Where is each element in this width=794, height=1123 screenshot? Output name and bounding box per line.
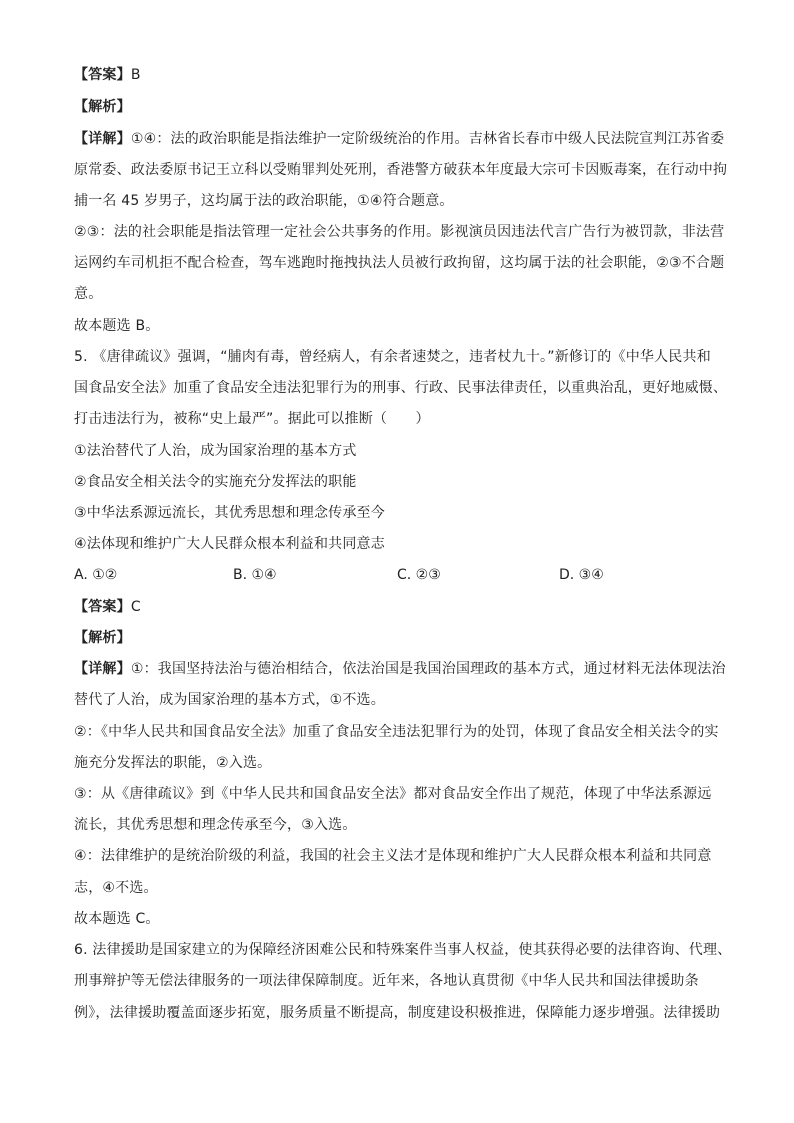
- q5-detail-line-7: ④：法律维护的是统治阶级的利益，我国的社会主义法才是体现和维护广大人民群众根本利益和共同意: [74, 848, 712, 864]
- q5-detail-line-6: 流长，其优秀思想和理念传承至今，③入选。: [74, 817, 357, 833]
- q5-detail-line-8: 志，④不选。: [74, 880, 158, 896]
- answer-value: C: [130, 599, 141, 615]
- answer-label: 【答案】: [74, 67, 131, 83]
- answer-value: B: [130, 67, 141, 83]
- q5-stem-line-2: 国食品安全法》加重了食品安全违法犯罪行为的刑事、行政、民事法律责任，以重典治乱，更好地威慑、: [74, 380, 728, 396]
- q5-conclusion: 故本题选 C。: [74, 911, 160, 927]
- q5-answer: [74, 597, 141, 617]
- q4-conclusion: 故本题选 B。: [74, 318, 160, 334]
- q5-option-d: D. ③④: [559, 567, 604, 583]
- q6-stem-line-2: 刑事辩护等无偿法律服务的一项法律保障制度。近年来，各地认真贯彻《中华人民共和国法律援助条: [74, 973, 699, 989]
- q6-stem-line-3: 例》，法律援助覆盖面逐步拓宽，服务质量不断提高，制度建设积极推进，保障能力逐步增强。法律援助: [74, 1005, 721, 1021]
- q4-detail-line-2: 原常委、政法委原书记王立科以受贿罪判处死刑，香港警方破获本年度最大宗可卡因贩毒案，在行动中拘: [74, 162, 728, 178]
- answer-label: 【答案】: [74, 599, 131, 615]
- q4-detail-line-3: 捕一名 45 岁男子，这均属于法的政治职能，①④符合题意。: [74, 193, 454, 209]
- q5-option-c: C. ②③: [397, 567, 441, 583]
- q4-answer: [74, 65, 141, 85]
- q5-statement-1: ①法治替代了人治，成为国家治理的基本方式: [74, 443, 357, 459]
- q5-stem-line-3: 打击违法行为，被称“史上最严”。据此可以推断（ ）: [74, 411, 430, 427]
- detail-text: ①④：法的政治职能是指法维护一定阶级统治的作用。吉林省长春市中级人民法院宣判江苏省委: [130, 131, 725, 147]
- q5-option-a: A. ①②: [74, 567, 118, 583]
- q5-statement-3: ③中华法系源远流长，其优秀思想和理念传承至今: [74, 505, 385, 521]
- q5-detail-line-2: 替代了人治，成为国家治理的基本方式，①不选。: [74, 692, 385, 708]
- q5-statement-2: ②食品安全相关法令的实施充分发挥法的职能: [74, 474, 357, 490]
- q4-detail-line-5: 运网约车司机拒不配合检查，驾车逃跑时拖拽执法人员被行政拘留，这均属于法的社会职能，②③不合题: [74, 255, 725, 271]
- q5-analysis-label: 【解析】: [74, 630, 131, 646]
- q5-stem-line-1: 5. 《唐律疏议》强调，“脯肉有毒，曾经病人，有余者速焚之，违者杖九十。”新修订的《中华人民共和: [74, 349, 711, 365]
- q4-detail-line-1: [74, 129, 724, 149]
- q4-analysis-label: 【解析】: [74, 99, 131, 115]
- q6-stem-line-1: 6. 法律援助是国家建立的为保障经济困难公民和特殊案件当事人权益，使其获得必要的法律咨询、代理、: [74, 942, 732, 958]
- detail-label: 【详解】: [74, 661, 131, 677]
- detail-text: ①：我国坚持法治与德治相结合，依法治国是我国治国理政的基本方式，通过材料无法体现法治: [130, 661, 726, 677]
- q5-statement-4: ④法体现和维护广大人民群众根本利益和共同意志: [74, 536, 385, 552]
- q5-detail-line-1: [74, 659, 726, 679]
- q5-option-b: B. ①④: [233, 567, 277, 583]
- q5-detail-line-3: ②：《中华人民共和国食品安全法》加重了食品安全违法犯罪行为的处罚，体现了食品安全相关法令的实: [74, 724, 719, 740]
- q5-detail-line-4: 施充分发挥法的职能，②入选。: [74, 755, 272, 771]
- q4-detail-line-6: 意。: [74, 286, 103, 302]
- q4-detail-line-4: ②③：法的社会职能是指法管理一定社会公共事务的作用。影视演员因违法代言广告行为被罚款，非法营: [74, 224, 725, 240]
- detail-label: 【详解】: [74, 131, 131, 147]
- q5-detail-line-5: ③：从《唐律疏议》到《中华人民共和国食品安全法》都对食品安全作出了规范，体现了中华法系源远: [74, 786, 712, 802]
